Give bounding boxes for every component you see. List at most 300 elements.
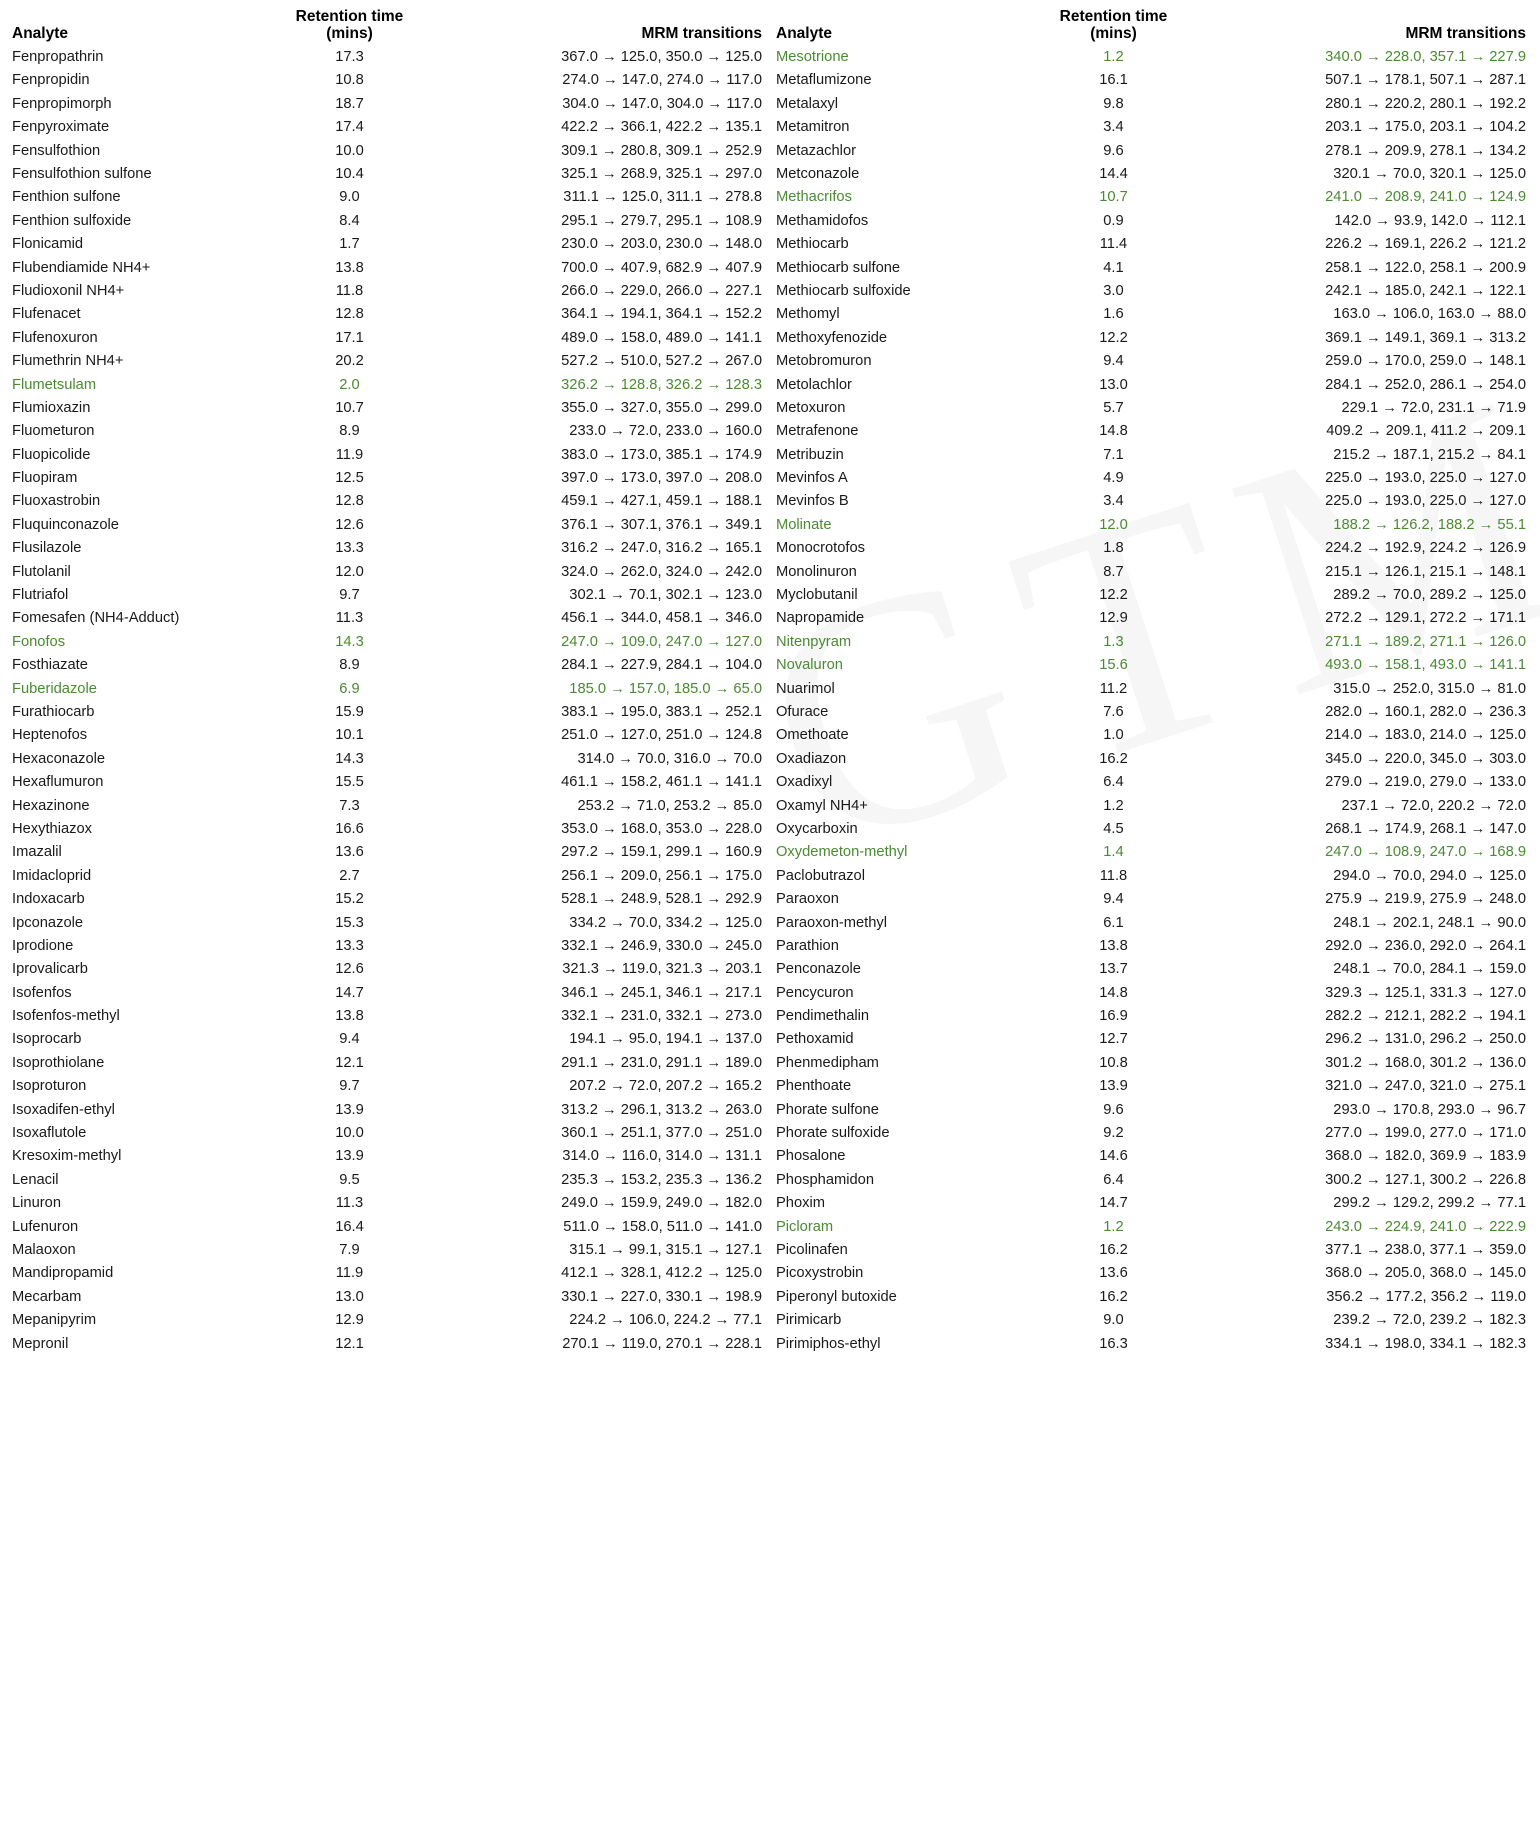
mrm-transition-value: 297.2 → 159.1, 299.1 → 160.9 — [561, 844, 762, 861]
mrm-transition-value: 320.1 → 70.0, 320.1 → 125.0 — [1333, 166, 1526, 183]
analyte-name: Nitenpyram — [776, 633, 852, 650]
mrm-transition-value: 277.0 → 199.0, 277.0 → 171.0 — [1325, 1125, 1526, 1142]
retention-time-value: 10.7 — [1099, 189, 1128, 206]
mrm-transition-value: 248.1 → 202.1, 248.1 → 90.0 — [1333, 914, 1526, 931]
table-row — [6, 677, 770, 700]
retention-time-value: 11.3 — [335, 1195, 364, 1212]
mrm-transition-value: 412.1 → 328.1, 412.2 → 125.0 — [561, 1265, 762, 1282]
mrm-transition-value: 314.0 → 70.0, 316.0 → 70.0 — [577, 750, 762, 767]
table-row — [6, 139, 770, 162]
retention-time-value: 1.3 — [1103, 633, 1124, 650]
table-row — [6, 958, 770, 981]
analyte-name: Phorate sulfoxide — [776, 1125, 890, 1142]
retention-time-value: 12.9 — [1099, 610, 1128, 627]
table-row — [6, 326, 770, 349]
table-row — [770, 771, 1534, 794]
mrm-transition-value: 397.0 → 173.0, 397.0 → 208.0 — [561, 470, 762, 487]
table-row — [770, 350, 1534, 373]
analyte-name: Imidacloprid — [12, 867, 92, 884]
analyte-name: Ipconazole — [12, 914, 84, 931]
analyte-name: Fluoxastrobin — [12, 493, 101, 510]
mrm-transition-value: 249.0 → 159.9, 249.0 → 182.0 — [561, 1195, 762, 1212]
analyte-name: Fosthiazate — [12, 657, 88, 674]
mrm-transition-value: 142.0 → 93.9, 142.0 → 112.1 — [1334, 212, 1526, 229]
analyte-name: Penconazole — [776, 961, 861, 978]
analyte-name: Pencycuron — [776, 984, 854, 1001]
analyte-name: Imazalil — [12, 844, 62, 861]
retention-time-value: 4.1 — [1103, 259, 1124, 276]
mrm-transition-value: 409.2 → 209.1, 411.2 → 209.1 — [1326, 423, 1526, 440]
retention-time-value: 16.1 — [1099, 72, 1128, 89]
retention-time-value: 12.1 — [335, 1335, 364, 1352]
retention-time-value: 15.6 — [1099, 657, 1128, 674]
mrm-transition-value: 282.2 → 212.1, 282.2 → 194.1 — [1325, 1008, 1526, 1025]
table-row — [6, 1005, 770, 1028]
table-row — [770, 1052, 1534, 1075]
analyte-name: Napropamide — [776, 610, 865, 627]
mrm-transition-value: 511.0 → 158.0, 511.0 → 141.0 — [563, 1218, 762, 1235]
mrm-transition-value: 700.0 → 407.9, 682.9 → 407.9 — [561, 259, 762, 276]
analyte-name: Iprovalicarb — [12, 961, 88, 978]
mrm-transition-value: 280.1 → 220.2, 280.1 → 192.2 — [1325, 95, 1526, 112]
analyte-name: Fenthion sulfone — [12, 189, 121, 206]
retention-time-value: 12.2 — [1099, 587, 1128, 604]
retention-time-value: 6.4 — [1103, 774, 1124, 791]
retention-time-value: 7.9 — [339, 1241, 360, 1258]
mrm-transition-value: 302.1 → 70.1, 302.1 → 123.0 — [569, 587, 762, 604]
table-row — [6, 771, 770, 794]
table-row — [6, 864, 770, 887]
mrm-transition-value: 215.1 → 126.1, 215.1 → 148.1 — [1325, 563, 1526, 580]
header-row — [770, 8, 1534, 46]
table-row — [770, 1285, 1534, 1308]
analyte-name: Metoxuron — [776, 399, 846, 416]
retention-time-value: 10.7 — [335, 399, 364, 416]
retention-time-value: 8.7 — [1103, 563, 1124, 580]
analyte-name: Mevinfos B — [776, 493, 849, 510]
analyte-name: Flutolanil — [12, 563, 71, 580]
analyte-name: Flumethrin NH4+ — [12, 353, 124, 370]
table-row — [6, 1075, 770, 1098]
table-row — [6, 724, 770, 747]
retention-time-value: 2.7 — [339, 867, 360, 884]
mrm-transition-value: 207.2 → 72.0, 207.2 → 165.2 — [569, 1078, 762, 1095]
retention-time-value: 9.5 — [339, 1171, 360, 1188]
retention-time-value: 9.4 — [1103, 891, 1124, 908]
table-row — [770, 677, 1534, 700]
table-row — [6, 1052, 770, 1075]
analyte-name: Pendimethalin — [776, 1008, 870, 1025]
retention-time-value: 17.1 — [335, 329, 364, 346]
mrm-transition-value: 251.0 → 127.0, 251.0 → 124.8 — [561, 727, 762, 744]
retention-time-value: 16.2 — [1099, 1241, 1128, 1258]
retention-time-value: 1.8 — [1103, 540, 1124, 557]
table-row — [770, 116, 1534, 139]
analyte-name: Hexaconazole — [12, 750, 106, 767]
retention-time-value: 14.6 — [1099, 1148, 1128, 1165]
retention-time-value: 16.2 — [1099, 1288, 1128, 1305]
retention-time-value: 16.2 — [1099, 750, 1128, 767]
mrm-transition-value: 278.1 → 209.9, 278.1 → 134.2 — [1325, 142, 1526, 159]
mrm-transition-value: 294.0 → 70.0, 294.0 → 125.0 — [1333, 867, 1526, 884]
analyte-name: Mepanipyrim — [12, 1312, 97, 1329]
analyte-name: Mesotrione — [776, 49, 849, 66]
analyte-name: Iprodione — [12, 937, 74, 954]
retention-time-value: 1.2 — [1103, 1218, 1124, 1235]
mrm-transition-value: 321.0 → 247.0, 321.0 → 275.1 — [1325, 1078, 1526, 1095]
table-row — [770, 935, 1534, 958]
header-mrm-transitions: MRM transitions — [641, 25, 762, 43]
mrm-transition-value: 226.2 → 169.1, 226.2 → 121.2 — [1325, 236, 1526, 253]
retention-time-value: 13.8 — [1099, 937, 1128, 954]
analyte-name: Hexaflumuron — [12, 774, 104, 791]
retention-time-value: 14.3 — [335, 750, 364, 767]
right-column — [770, 8, 1534, 1356]
analyte-name: Fomesafen (NH4-Adduct) — [12, 610, 180, 627]
table-row — [770, 981, 1534, 1004]
mrm-transition-value: 291.1 → 231.0, 291.1 → 189.0 — [561, 1054, 762, 1071]
table-row — [6, 701, 770, 724]
retention-time-value: 4.5 — [1103, 820, 1124, 837]
table-row — [6, 514, 770, 537]
table-row — [6, 794, 770, 817]
mrm-transition-value: 224.2 → 106.0, 224.2 → 77.1 — [569, 1312, 762, 1329]
mrm-transition-value: 296.2 → 131.0, 296.2 → 250.0 — [1325, 1031, 1526, 1048]
retention-time-value: 16.3 — [1099, 1335, 1128, 1352]
table-row — [770, 1262, 1534, 1285]
mrm-transition-value: 368.0 → 182.0, 369.9 → 183.9 — [1325, 1148, 1526, 1165]
header-retention-time — [282, 8, 417, 46]
table-row — [6, 560, 770, 583]
mrm-transition-value: 225.0 → 193.0, 225.0 → 127.0 — [1325, 470, 1526, 487]
mrm-transition-value: 309.1 → 280.8, 309.1 → 252.9 — [561, 142, 762, 159]
retention-time-value: 9.7 — [339, 1078, 360, 1095]
retention-time-value: 17.3 — [335, 49, 364, 66]
table-row — [6, 1262, 770, 1285]
analyte-name: Lenacil — [12, 1171, 59, 1188]
analyte-name: Fluometuron — [12, 423, 95, 440]
left-table-header — [6, 8, 770, 46]
table-row — [6, 373, 770, 396]
analyte-name: Flumetsulam — [12, 376, 97, 393]
analyte-name: Picolinafen — [776, 1241, 848, 1258]
mrm-transition-value: 493.0 → 158.1, 493.0 → 141.1 — [1325, 657, 1526, 674]
analyte-name: Omethoate — [776, 727, 849, 744]
table-row — [770, 1005, 1534, 1028]
analyte-name: Oxadixyl — [776, 774, 833, 791]
table-row — [6, 280, 770, 303]
mrm-transition-value: 295.1 → 279.7, 295.1 → 108.9 — [561, 212, 762, 229]
analyte-name: Picloram — [776, 1218, 834, 1235]
table-row — [6, 93, 770, 116]
table-row — [770, 397, 1534, 420]
table-row — [6, 209, 770, 232]
retention-time-value: 10.8 — [1099, 1054, 1128, 1071]
retention-time-value: 13.6 — [1099, 1265, 1128, 1282]
table-row — [770, 911, 1534, 934]
mrm-transition-value: 284.1 → 227.9, 284.1 → 104.0 — [561, 657, 762, 674]
analyte-name: Paclobutrazol — [776, 867, 865, 884]
table-row — [770, 139, 1534, 162]
table-row — [770, 46, 1534, 69]
analyte-name: Kresoxim-methyl — [12, 1148, 122, 1165]
analyte-name: Flufenoxuron — [12, 329, 98, 346]
table-row — [770, 630, 1534, 653]
analyte-name: Isoproturon — [12, 1078, 87, 1095]
table-row — [770, 701, 1534, 724]
mrm-transition-value: 321.3 → 119.0, 321.3 → 203.1 — [562, 961, 762, 978]
analyte-name: Fluquinconazole — [12, 516, 119, 533]
table-row — [6, 1285, 770, 1308]
table-row — [770, 163, 1534, 186]
analyte-name: Monolinuron — [776, 563, 857, 580]
analyte-name: Pethoxamid — [776, 1031, 854, 1048]
table-row — [6, 1122, 770, 1145]
retention-time-value: 13.3 — [335, 937, 364, 954]
mrm-transition-value: 345.0 → 220.0, 345.0 → 303.0 — [1325, 750, 1526, 767]
retention-time-value: 12.6 — [335, 516, 364, 533]
retention-time-value: 13.7 — [1099, 961, 1128, 978]
mrm-transition-value: 332.1 → 231.0, 332.1 → 273.0 — [561, 1008, 762, 1025]
table-row — [6, 46, 770, 69]
analyte-name: Myclobutanil — [776, 587, 858, 604]
retention-time-value: 9.2 — [1103, 1125, 1124, 1142]
analyte-name: Isoprocarb — [12, 1031, 82, 1048]
retention-time-value: 12.2 — [1099, 329, 1128, 346]
analyte-name: Monocrotofos — [776, 540, 865, 557]
retention-time-value: 10.0 — [335, 1125, 364, 1142]
mrm-transition-value: 275.9 → 219.9, 275.9 → 248.0 — [1325, 891, 1526, 908]
mrm-transition-value: 215.2 → 187.1, 215.2 → 84.1 — [1333, 446, 1526, 463]
analyte-name: Paraoxon — [776, 891, 839, 908]
mrm-transition-value: 527.2 → 510.0, 527.2 → 267.0 — [561, 353, 762, 370]
table-row — [6, 1168, 770, 1191]
header-retention-time-line2: (mins) — [1090, 25, 1137, 43]
analyte-name: Heptenofos — [12, 727, 88, 744]
mrm-transition-value: 340.0 → 228.0, 357.1 → 227.9 — [1325, 49, 1526, 66]
mrm-transition-value: 185.0 → 157.0, 185.0 → 65.0 — [569, 680, 762, 697]
retention-time-value: 16.4 — [335, 1218, 364, 1235]
analyte-name: Paraoxon-methyl — [776, 914, 888, 931]
table-row — [6, 584, 770, 607]
mrm-transition-value: 332.1 → 246.9, 330.0 → 245.0 — [561, 937, 762, 954]
analyte-name: Fuberidazole — [12, 680, 97, 697]
header-retention-time-line1: Retention time — [1059, 8, 1168, 25]
mrm-transition-value: 456.1 → 344.0, 458.1 → 346.0 — [561, 610, 762, 627]
mrm-transition-value: 284.1 → 252.0, 286.1 → 254.0 — [1325, 376, 1526, 393]
mrm-transition-value: 248.1 → 70.0, 284.1 → 159.0 — [1333, 961, 1526, 978]
table-row — [770, 1215, 1534, 1238]
analyte-name: Flufenacet — [12, 306, 81, 323]
analyte-name: Methiocarb — [776, 236, 849, 253]
retention-time-value: 6.9 — [339, 680, 360, 697]
retention-time-value: 9.7 — [339, 587, 360, 604]
table-row — [770, 1239, 1534, 1262]
analyte-name: Isoxadifen-ethyl — [12, 1101, 115, 1118]
table-row — [770, 747, 1534, 770]
analyte-name: Fenpropidin — [12, 72, 90, 89]
table-row — [770, 373, 1534, 396]
retention-time-value: 14.4 — [1099, 166, 1128, 183]
mrm-transition-value: 225.0 → 193.0, 225.0 → 127.0 — [1325, 493, 1526, 510]
retention-time-value: 8.4 — [339, 212, 360, 229]
retention-time-value: 13.8 — [335, 259, 364, 276]
table-row — [770, 560, 1534, 583]
analyte-name: Methoxyfenozide — [776, 329, 888, 346]
retention-time-value: 12.8 — [335, 306, 364, 323]
retention-time-value: 12.5 — [335, 470, 364, 487]
retention-time-value: 15.2 — [335, 891, 364, 908]
table-row — [770, 420, 1534, 443]
mrm-transition-value: 258.1 → 122.0, 258.1 → 200.9 — [1325, 259, 1526, 276]
analyte-name: Flusilazole — [12, 540, 82, 557]
table-row — [770, 1122, 1534, 1145]
analyte-name: Fenpyroximate — [12, 119, 110, 136]
analyte-name: Phoxim — [776, 1195, 825, 1212]
mrm-transition-value: 315.0 → 252.0, 315.0 → 81.0 — [1333, 680, 1526, 697]
mrm-transition-value: 461.1 → 158.2, 461.1 → 141.1 — [561, 774, 762, 791]
table-row — [6, 116, 770, 139]
mrm-transition-value: 194.1 → 95.0, 194.1 → 137.0 — [569, 1031, 762, 1048]
analyte-name: Lufenuron — [12, 1218, 79, 1235]
retention-time-value: 5.7 — [1103, 399, 1124, 416]
table-row — [770, 1098, 1534, 1121]
retention-time-value: 16.9 — [1099, 1008, 1128, 1025]
table-row — [6, 303, 770, 326]
retention-time-value: 1.0 — [1103, 727, 1124, 744]
retention-time-value: 12.8 — [335, 493, 364, 510]
mrm-transition-value: 253.2 → 71.0, 253.2 → 85.0 — [577, 797, 762, 814]
analyte-name: Isofenfos-methyl — [12, 1008, 120, 1025]
retention-time-value: 8.9 — [339, 423, 360, 440]
analyte-name: Pirimicarb — [776, 1312, 842, 1329]
mrm-transition-value: 203.1 → 175.0, 203.1 → 104.2 — [1325, 119, 1526, 136]
mrm-transition-value: 356.2 → 177.2, 356.2 → 119.0 — [1326, 1288, 1526, 1305]
retention-time-value: 12.6 — [335, 961, 364, 978]
retention-time-value: 17.4 — [335, 119, 364, 136]
retention-time-value: 3.4 — [1103, 119, 1124, 136]
table-row — [6, 1145, 770, 1168]
retention-time-value: 15.3 — [335, 914, 364, 931]
retention-time-value: 15.5 — [335, 774, 364, 791]
table-row — [6, 490, 770, 513]
analyte-name: Flonicamid — [12, 236, 84, 253]
table-row — [770, 584, 1534, 607]
retention-time-value: 14.8 — [1099, 984, 1128, 1001]
retention-time-value: 13.3 — [335, 540, 364, 557]
retention-time-value: 13.9 — [335, 1101, 364, 1118]
table-row — [6, 630, 770, 653]
analyte-name: Molinate — [776, 516, 832, 533]
mrm-transition-value: 282.0 → 160.1, 282.0 → 236.3 — [1325, 704, 1526, 720]
table-row — [770, 1332, 1534, 1355]
table-row — [6, 1192, 770, 1215]
analyte-name: Picoxystrobin — [776, 1265, 864, 1282]
mrm-transition-value: 224.2 → 192.9, 224.2 → 126.9 — [1325, 540, 1526, 557]
retention-time-value: 14.7 — [1099, 1195, 1128, 1212]
analyte-name: Fensulfothion sulfone — [12, 166, 152, 183]
table-row — [770, 794, 1534, 817]
table-row — [770, 1075, 1534, 1098]
table-row — [770, 864, 1534, 887]
retention-time-value: 9.8 — [1103, 95, 1124, 112]
left-analyte-table — [6, 8, 770, 1356]
mrm-transition-value: 293.0 → 170.8, 293.0 → 96.7 — [1333, 1101, 1526, 1118]
mrm-transition-value: 313.2 → 296.1, 313.2 → 263.0 — [561, 1101, 762, 1118]
retention-time-value: 11.8 — [1099, 867, 1128, 884]
retention-time-value: 1.6 — [1103, 306, 1124, 323]
mrm-transition-value: 364.1 → 194.1, 364.1 → 152.2 — [561, 306, 762, 323]
mrm-transition-value: 299.2 → 129.2, 299.2 → 77.1 — [1333, 1195, 1526, 1212]
retention-time-value: 13.9 — [335, 1148, 364, 1165]
retention-time-value: 7.1 — [1103, 446, 1124, 463]
table-row — [770, 841, 1534, 864]
mrm-transition-value: 422.2 → 366.1, 422.2 → 135.1 — [561, 119, 762, 136]
table-row — [770, 1145, 1534, 1168]
analyte-name: Mandipropamid — [12, 1265, 114, 1282]
analyte-name: Mepronil — [12, 1335, 69, 1352]
table-row — [770, 1028, 1534, 1051]
mrm-transition-value: 377.1 → 238.0, 377.1 → 359.0 — [1325, 1241, 1526, 1258]
table-row — [6, 256, 770, 279]
right-table-body — [770, 46, 1534, 1356]
analyte-name: Phenthoate — [776, 1078, 852, 1095]
retention-time-value: 13.8 — [335, 1008, 364, 1025]
table-row — [770, 514, 1534, 537]
right-analyte-table — [770, 8, 1534, 1356]
retention-time-value: 12.0 — [1099, 516, 1128, 533]
table-row — [6, 935, 770, 958]
analyte-name: Phosphamidon — [776, 1171, 874, 1188]
analyte-name: Fluopicolide — [12, 446, 91, 463]
retention-time-value: 12.7 — [1099, 1031, 1128, 1048]
retention-time-value: 9.6 — [1103, 142, 1124, 159]
mrm-transition-value: 279.0 → 219.0, 279.0 → 133.0 — [1325, 774, 1526, 791]
table-row — [6, 537, 770, 560]
analyte-name: Metamitron — [776, 119, 850, 136]
analyte-name: Mevinfos A — [776, 470, 848, 487]
analyte-name: Oxamyl NH4+ — [776, 797, 868, 814]
retention-time-value: 13.0 — [1099, 376, 1128, 393]
table-row — [6, 467, 770, 490]
table-row — [770, 537, 1534, 560]
retention-time-value: 7.3 — [339, 797, 360, 814]
retention-time-value: 1.2 — [1103, 49, 1124, 66]
retention-time-value: 10.1 — [335, 727, 364, 744]
mrm-transition-value: 304.0 → 147.0, 304.0 → 117.0 — [562, 95, 762, 112]
retention-time-value: 2.0 — [339, 376, 360, 393]
analyte-name: Pirimiphos-ethyl — [776, 1335, 881, 1352]
table-row — [6, 1332, 770, 1355]
table-row — [770, 654, 1534, 677]
analyte-name: Phorate sulfone — [776, 1101, 879, 1118]
analyte-name: Parathion — [776, 937, 839, 954]
table-row — [6, 981, 770, 1004]
analyte-name: Piperonyl butoxide — [776, 1288, 897, 1305]
retention-time-value: 9.4 — [1103, 353, 1124, 370]
retention-time-value: 0.9 — [1103, 212, 1124, 229]
analyte-name: Oxycarboxin — [776, 820, 858, 837]
retention-time-value: 11.9 — [335, 1265, 364, 1282]
analyte-name: Nuarimol — [776, 680, 835, 697]
analyte-name: Metaflumizone — [776, 72, 872, 89]
table-row — [6, 654, 770, 677]
analyte-name: Metazachlor — [776, 142, 856, 159]
analyte-name: Oxydemeton-methyl — [776, 844, 908, 861]
table-row — [6, 1215, 770, 1238]
mrm-transition-value: 334.2 → 70.0, 334.2 → 125.0 — [569, 914, 762, 931]
analyte-name: Flutriafol — [12, 587, 69, 604]
